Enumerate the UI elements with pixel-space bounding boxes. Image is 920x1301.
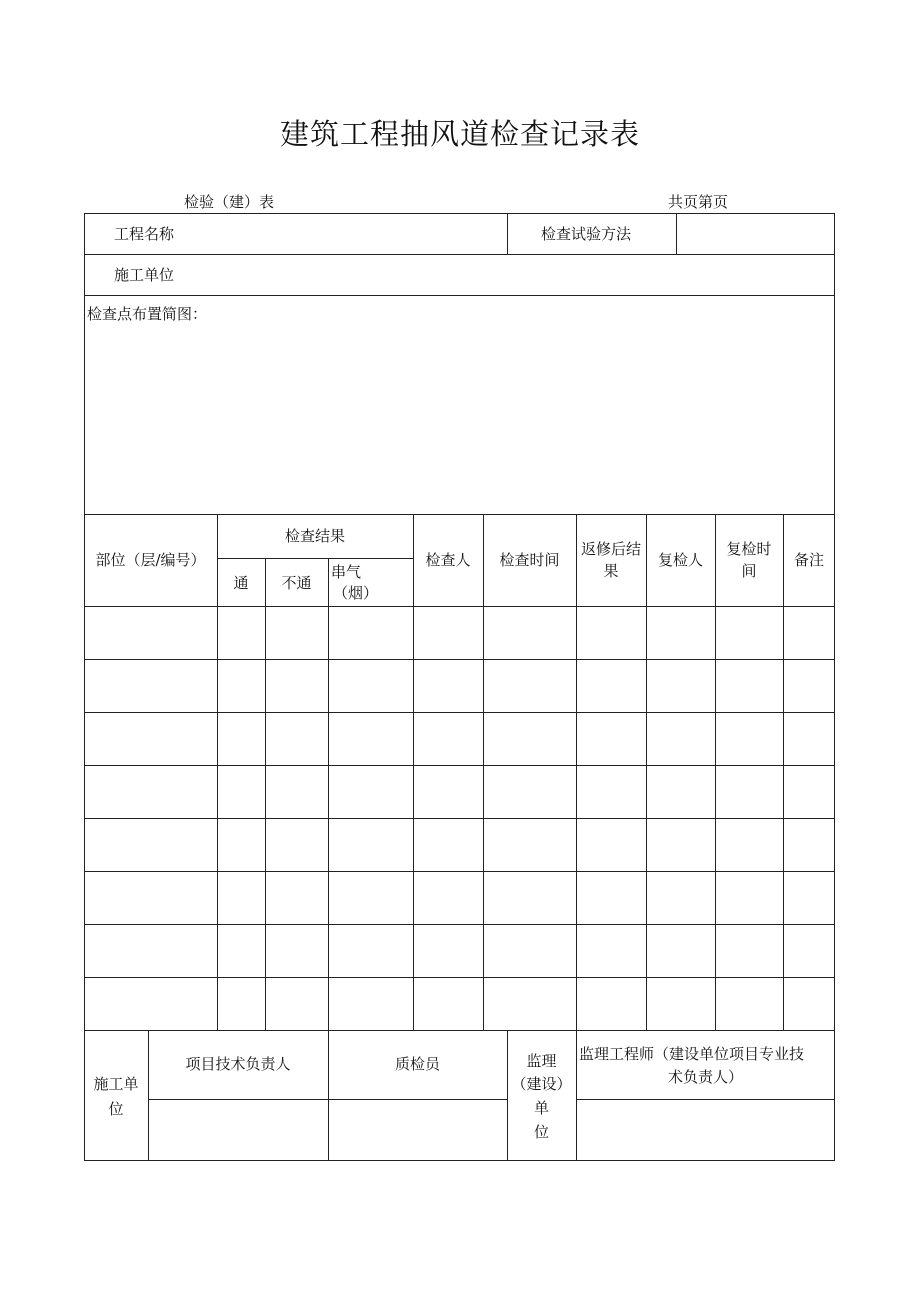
signoff-supervisor-3: 单 [533, 1099, 549, 1117]
form-code: 检验（建）表 [184, 193, 275, 211]
project-name-label: 工程名称 [114, 225, 175, 243]
col-time: 检查时间 [499, 551, 560, 569]
table-row [84, 712, 835, 713]
table-row [84, 659, 835, 660]
divider [217, 558, 413, 559]
col-crossflow: 串气 [331, 563, 362, 581]
table-row [84, 977, 835, 978]
divider [676, 213, 677, 254]
signoff-qc-inspector: 质检员 [394, 1055, 440, 1073]
divider [413, 514, 414, 1030]
col-location: 部位（层/编号） [95, 551, 206, 569]
table-row [84, 924, 835, 925]
signoff-supervising-engineer: 监理工程师（建设单位项目专业技 [579, 1045, 805, 1063]
divider [148, 1030, 149, 1161]
divider [646, 514, 647, 1030]
col-after-repair-2: 果 [603, 562, 619, 580]
col-crossflow-sub: （烟） [332, 584, 378, 602]
form-title: 建筑工程抽风道检查记录表 [279, 117, 640, 151]
divider [715, 514, 716, 1030]
divider [84, 1030, 835, 1031]
divider [576, 1099, 835, 1100]
col-reinspect-time-2: 间 [741, 562, 757, 580]
divider [148, 1099, 507, 1100]
signoff-supervisor-4: 位 [533, 1123, 549, 1141]
divider [483, 514, 484, 1030]
layout-sketch-label: 检查点布置简图： [87, 305, 208, 323]
col-inspector: 检查人 [425, 551, 471, 569]
col-pass: 通 [233, 574, 249, 592]
signoff-contractor-2: 位 [108, 1100, 124, 1118]
col-after-repair: 返修后结 [580, 540, 641, 558]
signoff-contractor: 施工单 [93, 1075, 139, 1093]
col-reinspect-time: 复检时 [726, 540, 772, 558]
page-counter: 共页第页 [668, 193, 729, 211]
divider [84, 514, 835, 515]
divider [576, 514, 577, 1030]
col-result-group: 检查结果 [284, 527, 345, 545]
table-row [84, 818, 835, 819]
signoff-supervising-engineer-2: 术负责人） [667, 1068, 743, 1086]
test-method-label: 检查试验方法 [541, 225, 632, 243]
table-row [84, 871, 835, 872]
divider [576, 1030, 577, 1161]
divider [507, 213, 508, 254]
divider [783, 514, 784, 1030]
form-frame [84, 213, 835, 1161]
table-row [84, 765, 835, 766]
col-reinspector: 复检人 [657, 551, 703, 569]
contractor-label: 施工单位 [114, 266, 175, 284]
table-row [84, 606, 835, 607]
col-blocked: 不通 [281, 574, 312, 592]
signoff-supervisor: 监理 [526, 1052, 557, 1070]
signoff-tech-lead: 项目技术负责人 [185, 1055, 291, 1073]
signoff-supervisor-2: （建设） [511, 1075, 572, 1093]
divider [265, 558, 266, 1030]
divider [328, 1030, 329, 1161]
divider [328, 558, 329, 1030]
divider [84, 254, 835, 255]
divider [84, 295, 835, 296]
col-remarks: 备注 [793, 551, 824, 569]
